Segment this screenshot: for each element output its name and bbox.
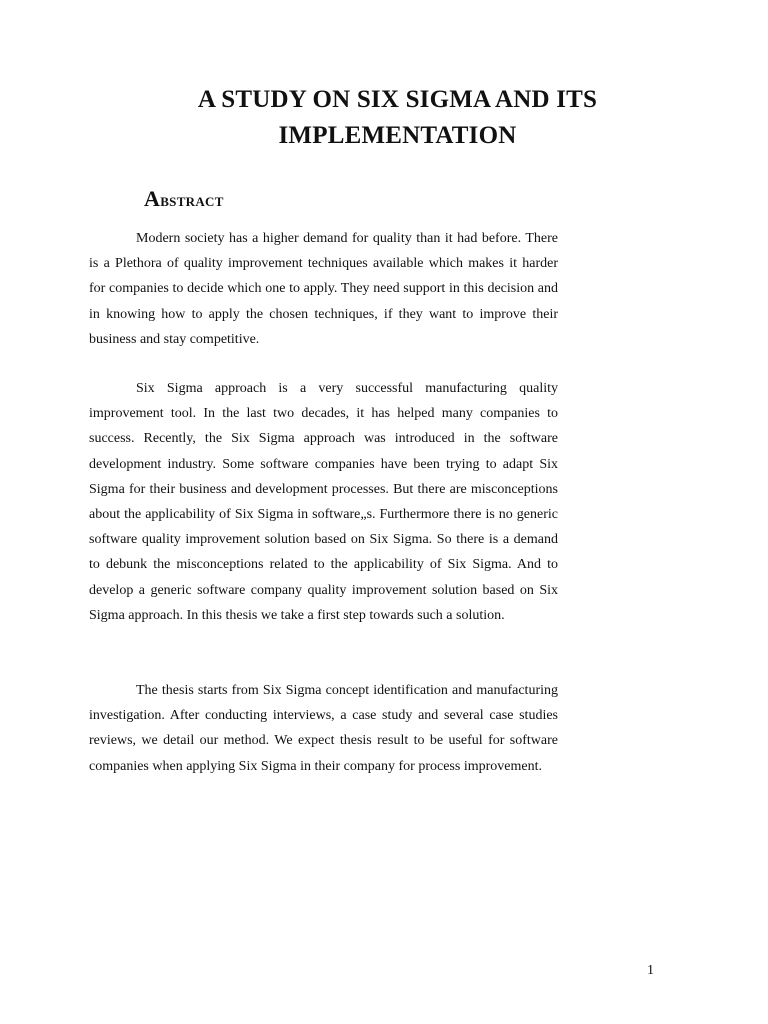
title-line-2: IMPLEMENTATION [278, 122, 517, 149]
document-title [120, 82, 675, 154]
heading-initial: A [144, 186, 161, 211]
abstract-paragraph-2: Six Sigma approach is a very successful manufacturing quality improvement tool. In the last two decades, it has helped many companies to success. Recently, the Six Sigma approach was introduced in the software development industry. Some software companies have been trying to adapt Six Sigma for their business and development processes. But there are misconceptions about the applicability of Six Sigma in software„s. Furthermore there is no generic software quality improvement solution based on Six Sigma. So there is a demand to debunk the misconceptions related to the applicability of Six Sigma. And to develop a generic software company quality improvement solution based on Six Sigma approach. In this thesis we take a first step towards such a solution. [89, 381, 558, 623]
section-heading-abstract [144, 186, 224, 213]
title-line-1: A STUDY ON SIX SIGMA AND ITS [197, 86, 598, 113]
page-number: 1 [647, 963, 654, 978]
abstract-paragraph-3: The thesis starts from Six Sigma concept identification and manufacturing investigation. After conducting interviews, a case study and several case studies reviews, we detail our method. We expect thesis result to be useful for software companies when applying Six Sigma in their company for process improvement. [89, 683, 558, 774]
abstract-paragraph-1: Modern society has a higher demand for quality than it had before. There is a Plethora of quality improvement techniques available which makes it harder for companies to decide which one to apply. They need support in this decision and in knowing how to apply the chosen techniques, if they want to improve their business and stay competitive. [89, 231, 558, 347]
heading-rest: bstract [160, 190, 224, 210]
